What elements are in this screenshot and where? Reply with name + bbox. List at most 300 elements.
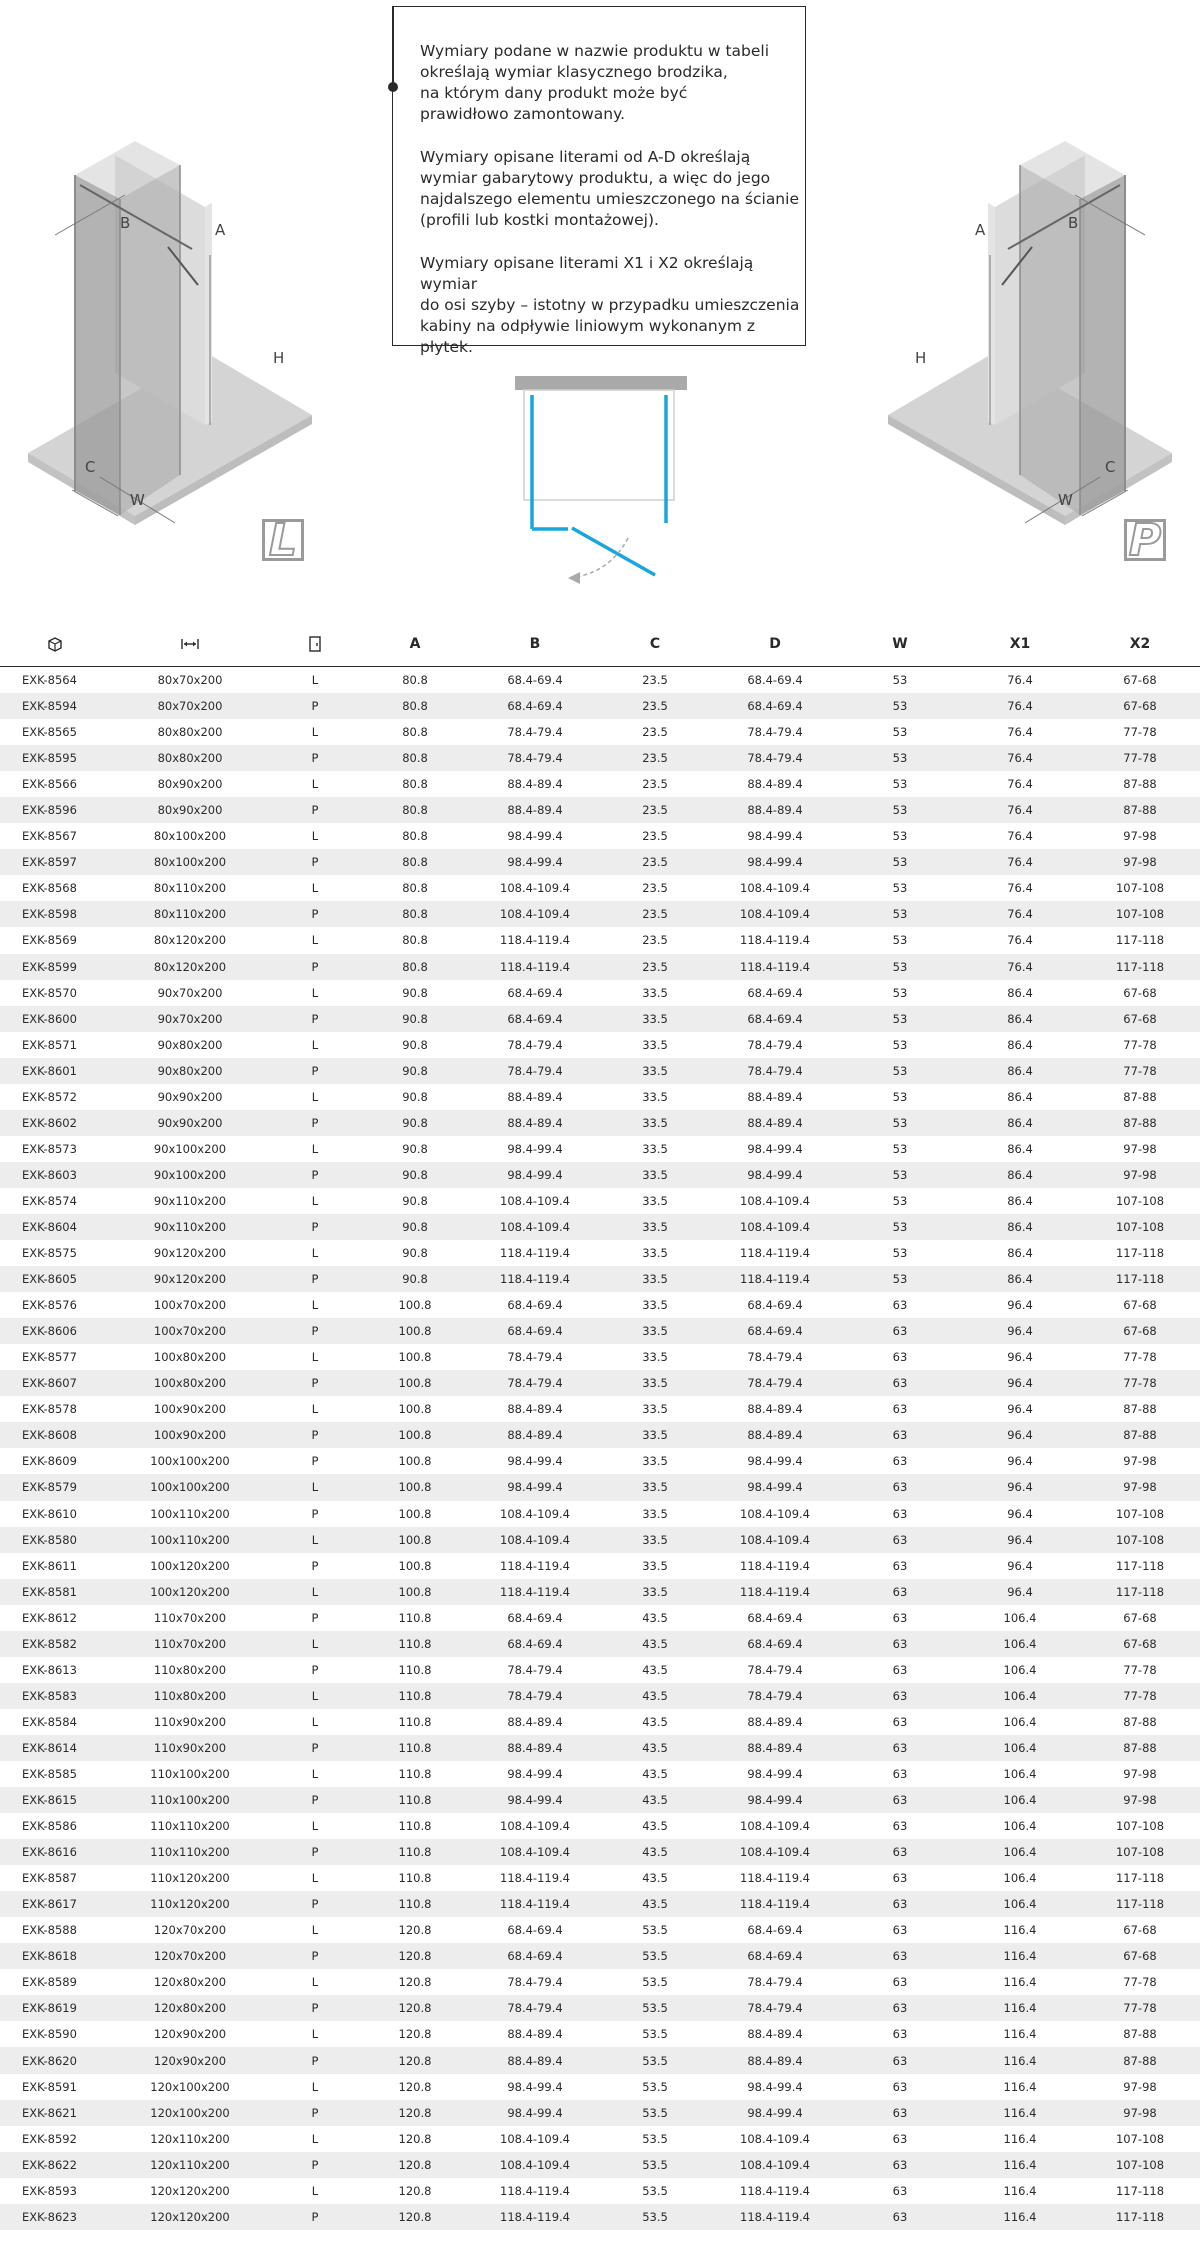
cell-x1: 76.4 [1007, 673, 1033, 688]
cell-c: 33.5 [642, 1454, 668, 1469]
cell-a: 90.8 [360, 1214, 470, 1240]
cell-a: 120.8 [398, 1975, 432, 1990]
cell-b: 98.4-99.4 [507, 829, 563, 844]
cell-x2: 97-98 [1080, 1787, 1200, 1813]
cell-code: EXK-8618 [0, 1943, 110, 1969]
cell-dimensions: 90x120x200 [110, 1266, 270, 1292]
cell-d: 98.4-99.4 [710, 2100, 840, 2126]
cell-x2: 107-108 [1115, 2131, 1165, 2146]
cell-x2: 77-78 [1123, 1350, 1157, 1365]
cell-b: 108.4-109.4 [500, 881, 570, 896]
cell-d: 88.4-89.4 [747, 1714, 803, 1729]
table-row [0, 1605, 1200, 1631]
cell-x2: 67-68 [1080, 1631, 1200, 1657]
cell-side: L [270, 1579, 360, 1605]
cell-x2: 77-78 [1080, 745, 1200, 771]
cell-d: 118.4-119.4 [710, 954, 840, 980]
cell-side: P [270, 2047, 360, 2073]
table-row [0, 980, 1200, 1006]
cell-b: 118.4-119.4 [470, 1266, 600, 1292]
info-marker [391, 7, 395, 77]
cell-dimensions: 100x90x200 [110, 1422, 270, 1448]
cell-b: 68.4-69.4 [507, 1610, 563, 1625]
cell-dimensions: 120x100x200 [150, 2079, 230, 2094]
cell-b: 78.4-79.4 [470, 1995, 600, 2021]
cell-c: 33.5 [600, 1579, 710, 1605]
cell-w: 63 [840, 1318, 960, 1344]
cell-side: P [270, 1839, 360, 1865]
cell-dimensions: 120x110x200 [150, 2131, 230, 2146]
cell-b: 118.4-119.4 [500, 1558, 570, 1573]
cell-b: 78.4-79.4 [507, 725, 563, 740]
cell-w: 53 [840, 745, 960, 771]
table-row [0, 2126, 1200, 2152]
cell-a: 100.8 [398, 1298, 432, 1313]
cell-d: 98.4-99.4 [747, 829, 803, 844]
cell-x1: 96.4 [1007, 1506, 1033, 1521]
table-row [0, 745, 1200, 771]
table-row [0, 954, 1200, 980]
cell-dimensions: 120x80x200 [110, 1995, 270, 2021]
cell-x1: 86.4 [960, 1214, 1080, 1240]
cell-a: 110.8 [360, 1787, 470, 1813]
cell-w: 53 [840, 1266, 960, 1292]
table-row [0, 1474, 1200, 1500]
cell-side: L [311, 777, 319, 792]
cell-d: 118.4-119.4 [740, 1871, 810, 1886]
cell-d: 98.4-99.4 [710, 1787, 840, 1813]
cell-a: 80.8 [402, 881, 428, 896]
cell-dimensions: 90x70x200 [110, 1006, 270, 1032]
cell-w: 53 [840, 901, 960, 927]
cell-b: 108.4-109.4 [500, 1506, 570, 1521]
cell-c: 33.5 [600, 1214, 710, 1240]
cell-b: 78.4-79.4 [470, 1058, 600, 1084]
cell-side: L [311, 1037, 319, 1052]
cell-code: EXK-8575 [22, 1246, 77, 1261]
cell-code: EXK-8603 [0, 1162, 110, 1188]
cell-code: EXK-8565 [22, 725, 77, 740]
cell-code: EXK-8608 [0, 1422, 110, 1448]
label-h: H [915, 349, 927, 367]
cell-side: L [311, 673, 319, 688]
cell-dimensions: 90x90x200 [157, 1089, 223, 1104]
cell-d: 68.4-69.4 [710, 1943, 840, 1969]
cell-c: 23.5 [642, 777, 668, 792]
cell-x1: 116.4 [960, 2204, 1080, 2230]
cell-d: 118.4-119.4 [710, 1266, 840, 1292]
cell-w: 53 [892, 985, 908, 1000]
cell-b: 88.4-89.4 [470, 1735, 600, 1761]
table-row [0, 901, 1200, 927]
cell-x2: 87-88 [1123, 777, 1157, 792]
cell-code: EXK-8585 [22, 1766, 77, 1781]
cell-x2: 107-108 [1115, 1193, 1165, 1208]
cell-a: 80.8 [402, 829, 428, 844]
cell-w: 53 [840, 797, 960, 823]
cell-code: EXK-8617 [0, 1891, 110, 1917]
cell-a: 120.8 [398, 2183, 432, 2198]
cell-b: 118.4-119.4 [500, 2183, 570, 2198]
cell-b: 108.4-109.4 [470, 901, 600, 927]
label-a: A [975, 221, 986, 239]
cell-c: 33.5 [600, 1318, 710, 1344]
cell-code: EXK-8605 [0, 1266, 110, 1292]
cell-side: L [311, 933, 319, 948]
cell-code: EXK-8574 [22, 1193, 77, 1208]
cell-side: P [270, 1943, 360, 1969]
label-h: H [273, 349, 285, 367]
table-row [0, 1396, 1200, 1422]
cell-x1: 86.4 [960, 1266, 1080, 1292]
cell-x2: 87-88 [1080, 797, 1200, 823]
cell-dimensions: 100x70x200 [153, 1298, 227, 1313]
table-row [0, 1318, 1200, 1344]
cell-x1: 86.4 [1007, 1246, 1033, 1261]
cell-a: 90.8 [402, 985, 428, 1000]
cell-x1: 86.4 [960, 1058, 1080, 1084]
cell-c: 33.5 [600, 1006, 710, 1032]
table-row [0, 1032, 1200, 1058]
cell-side: L [311, 881, 319, 896]
cell-side: P [270, 1422, 360, 1448]
cell-w: 63 [892, 1923, 908, 1938]
cell-b: 68.4-69.4 [507, 1923, 563, 1938]
cell-a: 80.8 [360, 745, 470, 771]
cell-x2: 107-108 [1080, 2152, 1200, 2178]
cell-side: L [270, 1631, 360, 1657]
cell-x1: 76.4 [1007, 829, 1033, 844]
cell-c: 33.5 [600, 1370, 710, 1396]
table-row [0, 1813, 1200, 1839]
cell-w: 53 [892, 881, 908, 896]
cell-d: 78.4-79.4 [747, 725, 803, 740]
cell-c: 23.5 [600, 693, 710, 719]
cell-code: EXK-8590 [22, 2027, 77, 2042]
cell-c: 33.5 [600, 1474, 710, 1500]
cell-b: 68.4-69.4 [470, 1943, 600, 1969]
cell-w: 63 [892, 2131, 908, 2146]
cell-x2: 77-78 [1123, 725, 1157, 740]
cell-d: 78.4-79.4 [747, 1662, 803, 1677]
cell-a: 100.8 [398, 1506, 432, 1521]
cell-d: 118.4-119.4 [740, 2183, 810, 2198]
cell-w: 63 [840, 2204, 960, 2230]
cell-d: 88.4-89.4 [710, 2047, 840, 2073]
cell-w: 63 [892, 1662, 908, 1677]
cell-d: 68.4-69.4 [747, 985, 803, 1000]
cell-side: L [311, 2131, 319, 2146]
cell-w: 63 [892, 2079, 908, 2094]
cell-d: 98.4-99.4 [747, 1454, 803, 1469]
cell-w: 63 [892, 1558, 908, 1573]
cell-d: 68.4-69.4 [747, 1610, 803, 1625]
label-b: B [120, 214, 131, 232]
cell-dimensions: 80x120x200 [153, 933, 227, 948]
cell-d: 108.4-109.4 [740, 881, 810, 896]
cell-d: 98.4-99.4 [747, 1141, 803, 1156]
cell-dimensions: 100x100x200 [110, 1474, 270, 1500]
cell-side: P [311, 1506, 319, 1521]
cell-c: 43.5 [600, 1787, 710, 1813]
table-row [0, 693, 1200, 719]
cell-a: 100.8 [360, 1422, 470, 1448]
cell-b: 68.4-69.4 [470, 1631, 600, 1657]
cell-w: 63 [840, 1474, 960, 1500]
cell-c: 33.5 [642, 1558, 668, 1573]
cell-code: EXK-8586 [22, 1819, 77, 1834]
cell-c: 53.5 [600, 2100, 710, 2126]
cell-a: 110.8 [360, 1631, 470, 1657]
table-row [0, 1917, 1200, 1943]
cell-b: 88.4-89.4 [507, 1402, 563, 1417]
cell-w: 53 [840, 693, 960, 719]
cell-x2: 87-88 [1080, 1735, 1200, 1761]
cell-code: EXK-8587 [22, 1871, 77, 1886]
cell-c: 43.5 [642, 1871, 668, 1886]
cell-c: 53.5 [600, 2204, 710, 2230]
cell-c: 53.5 [642, 1975, 668, 1990]
cell-a: 90.8 [360, 1266, 470, 1292]
table-row [0, 667, 1200, 694]
table-row [0, 1162, 1200, 1188]
cell-x1: 106.4 [960, 1839, 1080, 1865]
cell-w: 63 [840, 1787, 960, 1813]
cell-dimensions: 110x120x200 [110, 1891, 270, 1917]
cell-w: 53 [892, 1193, 908, 1208]
cell-code: EXK-8571 [22, 1037, 77, 1052]
cell-dimensions: 110x70x200 [110, 1631, 270, 1657]
cell-dimensions: 90x100x200 [153, 1141, 227, 1156]
table-row [0, 1735, 1200, 1761]
cell-d: 98.4-99.4 [747, 1766, 803, 1781]
cell-x2: 87-88 [1123, 2027, 1157, 2042]
cell-x1: 106.4 [1003, 1662, 1037, 1677]
cell-b: 88.4-89.4 [470, 797, 600, 823]
cell-d: 118.4-119.4 [710, 1579, 840, 1605]
cell-code: EXK-8582 [0, 1631, 110, 1657]
cell-a: 120.8 [360, 2047, 470, 2073]
cell-x2: 117-118 [1080, 2204, 1200, 2230]
cell-dimensions: 120x100x200 [110, 2100, 270, 2126]
cell-d: 78.4-79.4 [710, 1995, 840, 2021]
table-row [0, 849, 1200, 875]
table-row [0, 1266, 1200, 1292]
cell-code: EXK-8579 [0, 1474, 110, 1500]
cell-a: 80.8 [360, 901, 470, 927]
cell-dimensions: 80x110x200 [153, 881, 227, 896]
cell-x2: 107-108 [1115, 1506, 1165, 1521]
cell-x2: 87-88 [1123, 1089, 1157, 1104]
cell-x2: 107-108 [1080, 1527, 1200, 1553]
cell-x2: 67-68 [1080, 1943, 1200, 1969]
cell-code: EXK-8611 [22, 1558, 77, 1573]
cell-x1: 116.4 [1003, 2183, 1037, 2198]
cell-a: 90.8 [402, 1141, 428, 1156]
cell-w: 63 [892, 1506, 908, 1521]
table-row [0, 1683, 1200, 1709]
cell-d: 78.4-79.4 [747, 1350, 803, 1365]
cell-c: 33.5 [642, 1350, 668, 1365]
label-a: A [215, 221, 226, 239]
cell-a: 100.8 [360, 1527, 470, 1553]
col-c: C [600, 622, 710, 667]
cell-a: 100.8 [398, 1350, 432, 1365]
cell-x1: 116.4 [1003, 1975, 1037, 1990]
cell-w: 63 [892, 2183, 908, 2198]
cell-code: EXK-8593 [22, 2183, 77, 2198]
cell-side: P [270, 1370, 360, 1396]
table-row [0, 1448, 1200, 1474]
cell-c: 23.5 [600, 901, 710, 927]
table-row [0, 823, 1200, 849]
cell-a: 120.8 [398, 1923, 432, 1938]
cell-side: L [311, 1141, 319, 1156]
cell-x1: 76.4 [960, 745, 1080, 771]
cell-code: EXK-8597 [0, 849, 110, 875]
cell-code: EXK-8622 [0, 2152, 110, 2178]
cell-w: 63 [840, 1891, 960, 1917]
cell-w: 53 [840, 954, 960, 980]
cell-a: 120.8 [360, 2100, 470, 2126]
cell-x1: 106.4 [1003, 1819, 1037, 1834]
cell-side: P [270, 1006, 360, 1032]
cell-w: 63 [840, 1579, 960, 1605]
cell-b: 88.4-89.4 [507, 777, 563, 792]
cell-b: 78.4-79.4 [507, 1350, 563, 1365]
table-row [0, 1657, 1200, 1683]
cell-x1: 116.4 [1003, 2079, 1037, 2094]
cell-x1: 96.4 [1007, 1402, 1033, 1417]
cell-dimensions: 110x120x200 [150, 1871, 230, 1886]
cell-dimensions: 100x120x200 [110, 1579, 270, 1605]
cell-b: 118.4-119.4 [470, 954, 600, 980]
glass-front [1080, 175, 1125, 515]
table-row [0, 1240, 1200, 1266]
cell-w: 53 [840, 1214, 960, 1240]
cell-x2: 67-68 [1080, 693, 1200, 719]
cell-c: 53.5 [642, 2027, 668, 2042]
cell-x1: 86.4 [960, 1006, 1080, 1032]
table-row [0, 719, 1200, 745]
cell-code: EXK-8591 [22, 2079, 77, 2094]
cell-d: 68.4-69.4 [710, 1006, 840, 1032]
cell-x1: 96.4 [960, 1527, 1080, 1553]
cell-side: P [270, 1995, 360, 2021]
cell-d: 98.4-99.4 [710, 1474, 840, 1500]
cell-code: EXK-8609 [22, 1454, 77, 1469]
table-row [0, 1058, 1200, 1084]
cell-d: 108.4-109.4 [710, 1839, 840, 1865]
cell-a: 90.8 [360, 1058, 470, 1084]
cell-a: 110.8 [360, 1839, 470, 1865]
cell-code: EXK-8623 [0, 2204, 110, 2230]
table-row [0, 2152, 1200, 2178]
table-row [0, 1891, 1200, 1917]
cell-w: 53 [892, 933, 908, 948]
col-x1: X1 [960, 622, 1080, 667]
cell-c: 23.5 [642, 933, 668, 948]
cell-d: 88.4-89.4 [747, 1089, 803, 1104]
cell-w: 63 [840, 2100, 960, 2126]
table-row [0, 1969, 1200, 1995]
cell-x1: 116.4 [1003, 2027, 1037, 2042]
cell-side: P [270, 745, 360, 771]
cell-c: 33.5 [642, 1037, 668, 1052]
cell-side: P [270, 2152, 360, 2178]
cell-code: EXK-8577 [22, 1350, 77, 1365]
cell-dimensions: 90x80x200 [157, 1037, 223, 1052]
cell-w: 63 [840, 1683, 960, 1709]
cell-d: 98.4-99.4 [710, 1162, 840, 1188]
info-paragraph-2: Wymiary opisane literami od A-D określają wymiar gabarytowy produktu, a więc do jego najdalszego elementu umieszczonego na ścianie (profili lub kostki montażowej). [420, 148, 799, 229]
cell-a: 100.8 [398, 1402, 432, 1417]
table-row [0, 1110, 1200, 1136]
cell-a: 90.8 [402, 1037, 428, 1052]
cell-a: 120.8 [398, 2027, 432, 2042]
cell-d: 118.4-119.4 [710, 2204, 840, 2230]
cell-code: EXK-8607 [0, 1370, 110, 1396]
cell-side: P [311, 1558, 319, 1573]
cell-x1: 106.4 [960, 1735, 1080, 1761]
header-section [0, 0, 1200, 620]
cell-d: 88.4-89.4 [747, 2027, 803, 2042]
cell-c: 53.5 [642, 2079, 668, 2094]
cell-x2: 107-108 [1080, 901, 1200, 927]
cell-b: 118.4-119.4 [470, 2204, 600, 2230]
info-paragraph-1: Wymiary podane w nazwie produktu w tabeli określają wymiar klasycznego brodzika, na którym dany produkt może być prawidłowo zamontowany. [420, 42, 770, 123]
cell-b: 98.4-99.4 [507, 1766, 563, 1781]
cell-b: 68.4-69.4 [470, 693, 600, 719]
cell-a: 110.8 [398, 1714, 432, 1729]
cell-x1: 96.4 [1007, 1454, 1033, 1469]
cell-dimensions: 80x120x200 [110, 954, 270, 980]
cell-code: EXK-8620 [0, 2047, 110, 2073]
cell-dimensions: 110x100x200 [150, 1766, 230, 1781]
table-row [0, 1292, 1200, 1318]
cell-x1: 86.4 [1007, 1089, 1033, 1104]
table-row [0, 1006, 1200, 1032]
cell-w: 53 [840, 1006, 960, 1032]
cell-code: EXK-8604 [0, 1214, 110, 1240]
cell-d: 78.4-79.4 [710, 1370, 840, 1396]
cell-x1: 86.4 [1007, 1141, 1033, 1156]
cell-w: 53 [892, 1246, 908, 1261]
cell-side: P [270, 1162, 360, 1188]
cell-dimensions: 110x80x200 [153, 1662, 227, 1677]
col-door-side [270, 622, 360, 667]
cell-x2: 97-98 [1123, 1141, 1157, 1156]
cell-a: 80.8 [360, 797, 470, 823]
cell-x2: 117-118 [1080, 1891, 1200, 1917]
cell-x2: 77-78 [1080, 1683, 1200, 1709]
cell-c: 23.5 [642, 725, 668, 740]
cell-d: 118.4-119.4 [710, 1891, 840, 1917]
cell-d: 108.4-109.4 [740, 1193, 810, 1208]
cell-side: P [270, 693, 360, 719]
cell-w: 53 [892, 1141, 908, 1156]
cell-a: 120.8 [360, 1943, 470, 1969]
cell-a: 120.8 [398, 2079, 432, 2094]
cell-w: 63 [892, 2027, 908, 2042]
cell-c: 43.5 [642, 1766, 668, 1781]
cell-a: 120.8 [360, 2204, 470, 2230]
table-body [0, 667, 1200, 2230]
cell-x2: 77-78 [1080, 1995, 1200, 2021]
cell-w: 63 [892, 1402, 908, 1417]
cell-d: 78.4-79.4 [710, 1683, 840, 1709]
cell-code: EXK-8621 [0, 2100, 110, 2126]
